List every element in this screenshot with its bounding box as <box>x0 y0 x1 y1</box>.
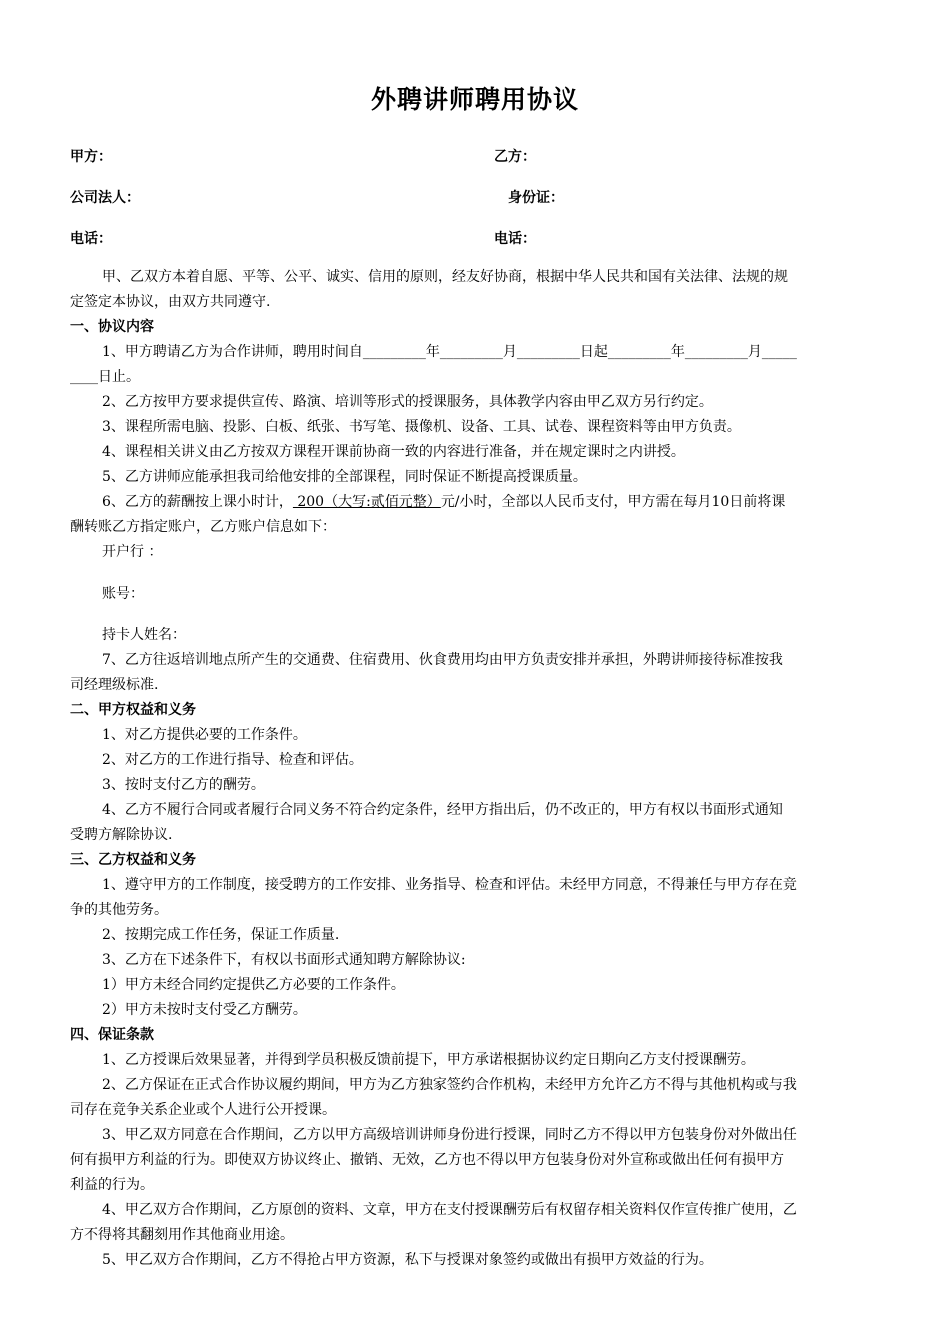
clause-3-3-1: 1）甲方未经合同约定提供乙方必要的工作条件。 <box>102 977 405 993</box>
clause-1-7-line-2: 司经理级标准. <box>70 677 159 693</box>
clause-4-2-line-1: 2、乙方保证在正式合作协议履约期间，甲方为乙方独家签约合作机构，未经甲方允许乙方不得与其他机构或与我 <box>102 1077 797 1093</box>
clause-4-3-line-2: 何有损甲方利益的行为。即使双方协议终止、撤销、无效，乙方也不得以甲方包装身份对外宣称或做出任何有损甲方 <box>70 1152 784 1168</box>
clause-4-1: 1、乙方授课后效果显著，并得到学员积极反馈前提下，甲方承诺根据协议约定日期向乙方支付授课酬劳。 <box>102 1052 755 1068</box>
clause-1-1-line-2: ____日止。 <box>70 369 140 385</box>
holder-label: 持卡人姓名： <box>102 627 186 643</box>
clause-4-5: 5、甲乙双方合作期间，乙方不得抢占甲方资源，私下与授课对象签约或做出有损甲方效益的行为。 <box>102 1252 713 1268</box>
clause-4-3-line-1: 3、甲乙双方同意在合作期间，乙方以甲方高级培训讲师身份进行授课，同时乙方不得以甲方包装身份对外做出任 <box>102 1127 797 1143</box>
intro-line-2: 定签定本协议，由双方共同遵守. <box>70 294 271 310</box>
fee-amount: 200（大写:贰佰元整） <box>292 494 441 510</box>
clause-1-6-line-1 <box>102 493 785 511</box>
clause-3-2: 2、按期完成工作任务，保证工作质量. <box>102 927 340 943</box>
section-4-heading: 四、保证条款 <box>70 1027 154 1043</box>
id-card-label: 身份证： <box>508 190 564 206</box>
section-3-heading: 三、乙方权益和义务 <box>70 852 196 868</box>
party-b-label: 乙方： <box>494 149 536 165</box>
clause-4-4-line-1: 4、甲乙双方合作期间，乙方原创的资料、文章，甲方在支付授课酬劳后有权留存相关资料仅作宣传推广使用，乙 <box>102 1202 797 1218</box>
phone-a-label: 电话： <box>70 231 112 247</box>
clause-1-2: 2、乙方按甲方要求提供宣传、路演、培训等形式的授课服务，具体教学内容由甲乙双方另行约定。 <box>102 394 713 410</box>
clause-1-6-suffix: 元/小时，全部以人民币支付，甲方需在每月10日前将课 <box>440 494 786 510</box>
intro-line-1: 甲、乙双方本着自愿、平等、公平、诚实、信用的原则，经友好协商，根据中华人民共和国有关法律、法规的规 <box>102 269 788 285</box>
account-label: 账号： <box>102 586 144 602</box>
legal-rep-label: 公司法人： <box>70 190 140 206</box>
clause-1-6-prefix: 6、乙方的薪酬按上课小时计， <box>102 494 293 510</box>
phone-b-label: 电话： <box>494 231 536 247</box>
party-a-label: 甲方： <box>70 149 112 165</box>
clause-4-2-line-2: 司存在竞争关系企业或个人进行公开授课。 <box>70 1102 336 1118</box>
clause-2-4-line-2: 受聘方解除协议. <box>70 827 173 843</box>
clause-3-1-line-2: 争的其他劳务。 <box>70 902 168 918</box>
clause-2-3: 3、按时支付乙方的酬劳。 <box>102 777 265 793</box>
section-2-heading: 二、甲方权益和义务 <box>70 702 196 718</box>
clause-1-5: 5、乙方讲师应能承担我司给他安排的全部课程，同时保证不断提高授课质量。 <box>102 469 587 485</box>
clause-3-3-2: 2）甲方未按时支付受乙方酬劳。 <box>102 1002 307 1018</box>
clause-2-2: 2、对乙方的工作进行指导、检查和评估。 <box>102 752 363 768</box>
clause-1-7-line-1: 7、乙方往返培训地点所产生的交通费、住宿费用、伙食费用均由甲方负责安排并承担，外聘讲师接待标准按我 <box>102 652 783 668</box>
clause-2-1: 1、对乙方提供必要的工作条件。 <box>102 727 307 743</box>
clause-1-6-line-2: 酬转账乙方指定账户，乙方账户信息如下： <box>70 519 336 535</box>
document-title: 外聘讲师聘用协议 <box>370 85 579 114</box>
clause-4-3-line-3: 利益的行为。 <box>70 1177 154 1193</box>
clause-2-4-line-1: 4、乙方不履行合同或者履行合同义务不符合约定条件，经甲方指出后，仍不改正的，甲方有权以书面形式通知 <box>102 802 783 818</box>
bank-label: 开户行 ： <box>102 544 163 560</box>
clause-4-4-line-2: 方不得将其翻刻用作其他商业用途。 <box>70 1227 294 1243</box>
clause-1-1-line-1: 1、甲方聘请乙方为合作讲师，聘用时间自_________年_________月_________日起_________年_________月_____ <box>102 344 797 360</box>
clause-1-3: 3、课程所需电脑、投影、白板、纸张、书写笔、摄像机、设备、工具、试卷、课程资料等由甲方负责。 <box>102 419 741 435</box>
section-1-heading: 一、协议内容 <box>70 319 154 335</box>
clause-3-1-line-1: 1、遵守甲方的工作制度，接受聘方的工作安排、业务指导、检查和评估。未经甲方同意，不得兼任与甲方存在竞 <box>102 877 797 893</box>
clause-3-3: 3、乙方在下述条件下，有权以书面形式通知聘方解除协议: <box>102 952 466 968</box>
clause-1-4: 4、课程相关讲义由乙方按双方课程开课前协商一致的内容进行准备，并在规定课时之内讲授。 <box>102 444 685 460</box>
